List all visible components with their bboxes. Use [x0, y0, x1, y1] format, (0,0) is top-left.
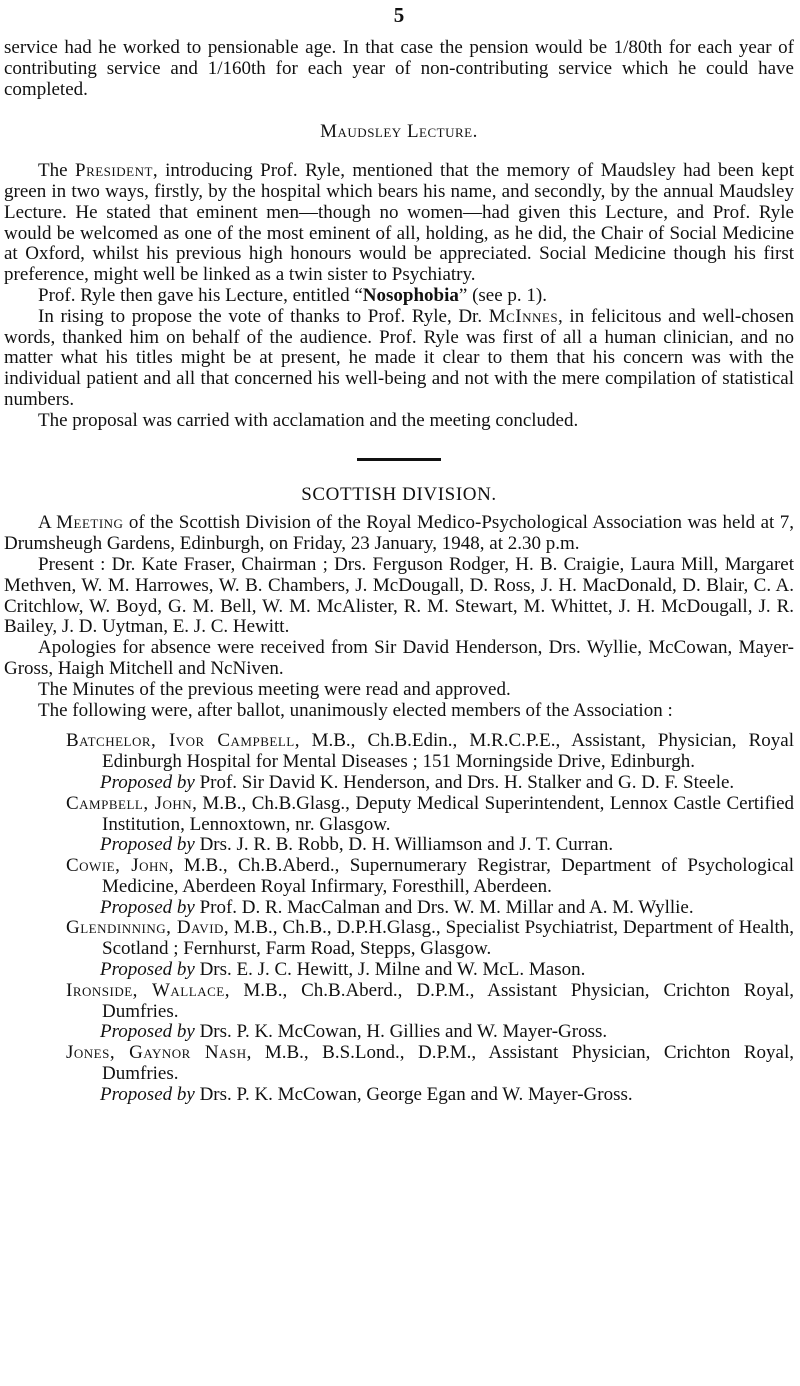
present-list: Present : Dr. Kate Fraser, Chairman ; Drs. Ferguson Rodger, H. B. Craigie, Laura Mill, Margaret Methven, W. M. Harrowes, W. B. Chambers, J. McDougall, D. Ross, J. H. MacDonald, D. Blair, C. A. Critchlow, W. Boyd, G. M. Bell, W. M. McAlister, R. M. Stewart, M. Whittet, J. H. McDougall, J. R. Bailey, J. D. Uytman, E. J. C. Hewitt. [4, 553, 794, 638]
president-name: President [75, 160, 153, 182]
proposed-by-label: Proposed by [100, 771, 195, 793]
page-number: 5 [393, 3, 405, 27]
section-divider [357, 458, 441, 461]
meeting-word: Meeting [56, 512, 124, 534]
member-name: Cowie, John [66, 855, 169, 877]
proposed-by-label: Proposed by [100, 834, 195, 856]
member-entry: Batchelor, Ivor Campbell, M.B., Ch.B.Edin., M.R.C.P.E., Assistant, Physician, Royal Edinburgh Hospital for Mental Diseases ; 151 Morningside Drive, Edinburgh. Proposed by Prof. Sir David K. Henderson, and Drs. H. Stalker and G. D. F. Steele. [66, 730, 794, 793]
member-name: Jones, Gaynor Nash [66, 1042, 247, 1064]
member-name: Ironside, Wallace [66, 979, 225, 1001]
elected-paragraph: The following were, after ballot, unanimously elected members of the Association : [38, 699, 673, 721]
intro-paragraph: service had he worked to pensionable age. In that case the pension would be 1/80th for each year of contributing service and 1/160th for each year of non-contributing service which he could have completed. [4, 37, 794, 100]
proposed-by-label: Proposed by [100, 959, 195, 981]
scottish-paragraph-1: A Meeting of the Scottish Division of the Royal Medico-Psychological Association was held at 7, Drumsheugh Gardens, Edinburgh, on Friday, 23 January, 1948, at 2.30 p.m. [4, 512, 794, 555]
maudsley-paragraph-4: The proposal was carried with acclamation and the meeting concluded. [38, 409, 579, 431]
member-name: Campbell, John [66, 792, 193, 814]
proposed-by-label: Proposed by [100, 896, 195, 918]
member-entry: Glendinning, David, M.B., Ch.B., D.P.H.Glasg., Specialist Psychiatrist, Department of Health, Scotland ; Fernhurst, Farm Road, Stepps, Glasgow. Proposed by Drs. E. J. C. Hewitt, J. Milne and W. McL. Mason. [66, 917, 794, 981]
member-entry: Jones, Gaynor Nash, M.B., B.S.Lond., D.P.M., Assistant Physician, Crichton Royal, Dumfries. Proposed by Drs. P. K. McCowan, George Egan and W. Mayer-Gross. [66, 1042, 795, 1105]
minutes-paragraph: The Minutes of the previous meeting were read and approved. [38, 678, 511, 700]
proposed-by-label: Proposed by [100, 1021, 195, 1043]
maudsley-heading: Maudsley Lecture. [320, 121, 478, 143]
scottish-heading: SCOTTISH DIVISION. [301, 483, 497, 505]
maudsley-paragraph-3: In rising to propose the vote of thanks to Prof. Ryle, Dr. McInnes, in felicitous and well-chosen words, thanked him on behalf of the audience. Prof. Ryle was first of all a human clinician, and no matter what his titles might be at present, he made it clear to them that his concern was with the individual patient and all that concerned his well-being and not with the mere compilation of statistical numbers. [4, 305, 794, 410]
member-name: Batchelor, Ivor Campbell [66, 730, 295, 752]
apologies-paragraph: Apologies for absence were received from Sir David Henderson, Drs. Wyllie, McCowan, Mayer-Gross, Haigh Mitchell and NcNiven. [4, 637, 794, 679]
proposed-by-label: Proposed by [100, 1083, 195, 1105]
lecture-title: Nosophobia [362, 284, 459, 306]
mcinnes-name: McInnes [488, 305, 559, 327]
maudsley-paragraph-1: The President, introducing Prof. Ryle, mentioned that the memory of Maudsley had been kept green in two ways, firstly, by the hospital which bears his name, and secondly, by the annual Maudsley Lecture. He stated that eminent men—though no women—had given this Lecture, and Prof. Ryle would be welcomed as one of the most eminent of all, holding, as he did, the Chair of Social Medicine at Oxford, whilst his previous high honours would be appreciated. Social Medicine though his first preference, might well be linked as a twin sister to Psychiatry. [4, 160, 795, 286]
member-entry: Ironside, Wallace, M.B., Ch.B.Aberd., D.P.M., Assistant Physician, Crichton Royal, Dumfries. Proposed by Drs. P. K. McCowan, H. Gillies and W. Mayer-Gross. [66, 979, 794, 1043]
member-name: Glendinning, David [66, 917, 224, 939]
member-entry: Cowie, John, M.B., Ch.B.Aberd., Supernumerary Registrar, Department of Psychological Medicine, Aberdeen Royal Infirmary, Foresthill, Aberdeen. Proposed by Prof. D. R. MacCalman and Drs. W. M. Millar and A. M. Wyllie. [66, 855, 794, 918]
member-entry: Campbell, John, M.B., Ch.B.Glasg., Deputy Medical Superintendent, Lennox Castle Certified Institution, Lennoxtown, nr. Glasgow. Proposed by Drs. J. R. B. Robb, D. H. Williamson and J. T. Curran. [66, 792, 795, 856]
maudsley-paragraph-2: Prof. Ryle then gave his Lecture, entitled “Nosophobia” (see p. 1). [38, 284, 547, 306]
